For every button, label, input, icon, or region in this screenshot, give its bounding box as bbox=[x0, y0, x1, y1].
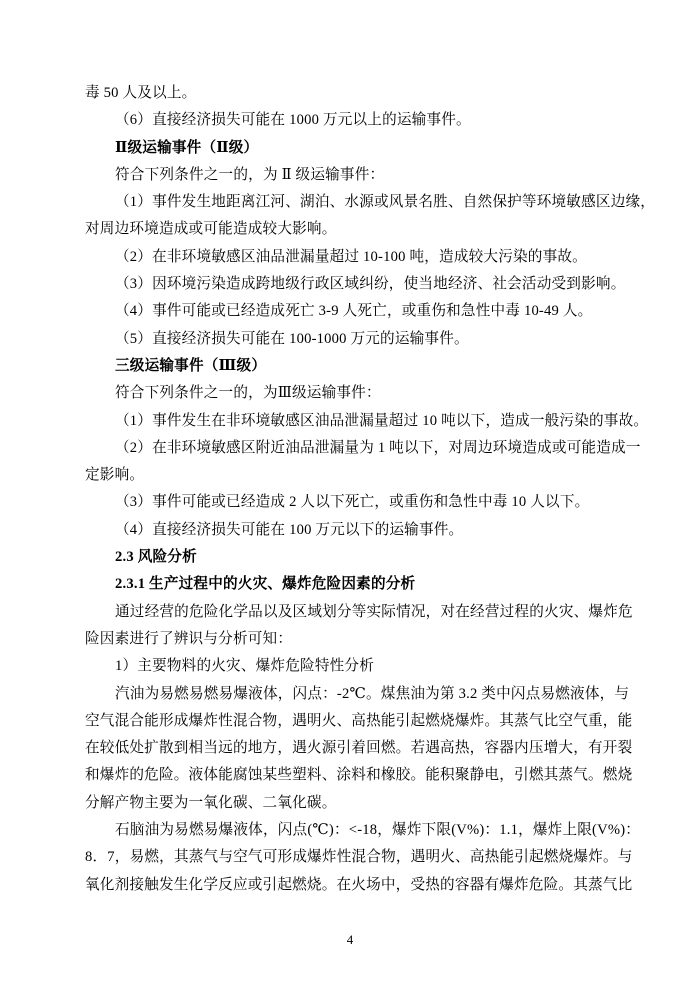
text-line: 险因素进行了辨识与分析可知： bbox=[85, 630, 293, 647]
text-line: 符合下列条件之一的，为 Ⅱ 级运输事件： bbox=[115, 166, 385, 183]
heading-line: Ⅱ级运输事件（Ⅱ级） bbox=[115, 139, 259, 156]
text-line: （2）在非环境敏感区附近油品泄漏量为 1 吨以下，对周边环境造成或可能造成一 bbox=[115, 439, 641, 456]
document-body bbox=[85, 80, 656, 899]
heading-line: 2.3.1 生产过程中的火灾、爆炸危险因素的分析 bbox=[115, 576, 416, 593]
text-line: 毒 50 人及以上。 bbox=[85, 85, 197, 101]
text-line: 空气混合能形成爆炸性混合物，遇明火、高热能引起燃烧爆炸。其蒸气比空气重，能 bbox=[85, 712, 633, 729]
text-line: 氧化剂接触发生化学反应或引起燃烧。在火场中，受热的容器有爆炸危险。其蒸气比 bbox=[85, 876, 633, 893]
text-line: （2）在非环境敏感区油品泄漏量超过 10-100 吨，造成较大污染的事故。 bbox=[115, 248, 587, 265]
text-line: 通过经营的危险化学品以及区域划分等实际情况，对在经营过程的火灾、爆炸危 bbox=[115, 603, 633, 620]
text-line: （4）直接经济损失可能在 100 万元以下的运输事件。 bbox=[115, 521, 464, 538]
heading-line: 2.3 风险分析 bbox=[115, 549, 197, 566]
text-line: （4）事件可能或已经造成死亡 3-9 人死亡，或重伤和急性中毒 10-49 人。 bbox=[115, 303, 593, 320]
text-line: 分解产物主要为一氧化碳、二氧化碳。 bbox=[85, 794, 337, 811]
text-line: 在较低处扩散到相当远的地方，遇火源引着回燃。若遇高热，容器内压增大，有开裂 bbox=[85, 740, 633, 757]
text-line: 1）主要物料的火灾、爆炸危险特性分析 bbox=[115, 658, 374, 675]
text-line: 符合下列条件之一的，为Ⅲ级运输事件： bbox=[115, 385, 381, 402]
text-line: 石脑油为易燃易爆液体，闪点(℃)：<-18，爆炸下限(V%)：1.1，爆炸上限(V%)： bbox=[115, 822, 641, 839]
text-line: 和爆炸的危险。液体能腐蚀某些塑料、涂料和橡胶。能积聚静电，引燃其蒸气。燃烧 bbox=[85, 767, 633, 784]
text-line: （1）事件发生在非环境敏感区油品泄漏量超过 10 吨以下，造成一般污染的事故。 bbox=[115, 412, 649, 429]
text-line: （3）事件可能或已经造成 2 人以下死亡，或重伤和急性中毒 10 人以下。 bbox=[115, 494, 590, 511]
text-line: （5）直接经济损失可能在 100-1000 万元的运输事件。 bbox=[115, 330, 469, 347]
text-line: （1）事件发生地距离江河、湖泊、水源或风景名胜、自然保护等环境敏感区边缘， bbox=[115, 194, 656, 211]
text-line: （6）直接经济损失可能在 1000 万元以上的运输事件。 bbox=[115, 112, 471, 129]
text-line: 汽油为易燃易燃易爆液体，闪点：-2℃。煤焦油为第 3.2 类中闪点易燃液体，与 bbox=[115, 685, 630, 702]
text-line: 8．7，易燃，其蒸气与空气可形成爆炸性混合物，遇明火、高热能引起燃烧爆炸。与 bbox=[85, 849, 633, 866]
heading-line: 三级运输事件（Ⅲ级） bbox=[115, 357, 267, 374]
text-line: 定影响。 bbox=[85, 467, 145, 484]
page-number: 4 bbox=[346, 932, 354, 947]
text-line: （3）因环境污染造成跨地级行政区域纠纷，使当地经济、社会活动受到影响。 bbox=[115, 276, 626, 293]
text-line: 对周边环境造成或可能造成较大影响。 bbox=[85, 221, 337, 238]
